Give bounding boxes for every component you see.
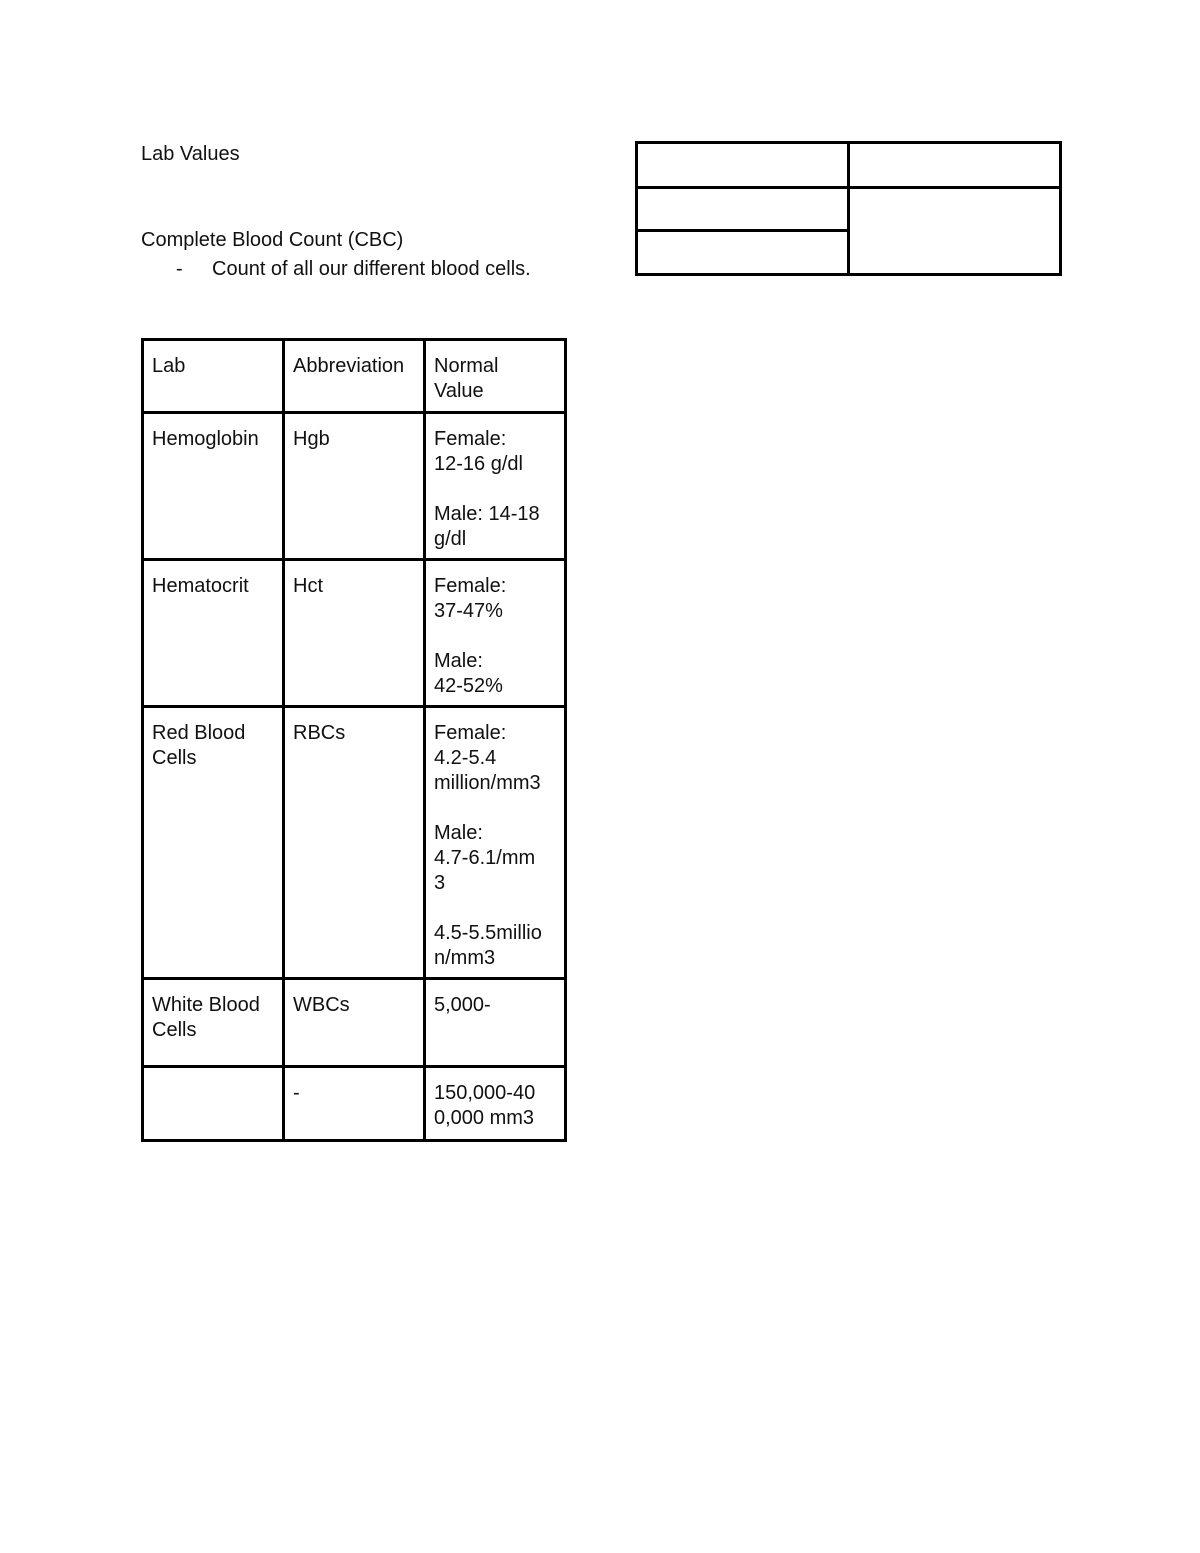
header-normal-value-line1: Normal [434,355,499,377]
abbreviation-text: Hgb [293,428,330,450]
normal-value-text: Male: [434,650,483,672]
bullet-text: Count of all our different blood cells. [212,258,531,280]
table-row [143,979,566,1067]
header-lab [143,340,284,413]
normal-value-text: Female: [434,722,507,744]
empty-table [635,141,1062,276]
section-heading: Complete Blood Count (CBC) [141,229,404,251]
lab-name-cell [143,413,284,560]
normal-value-text: 0,000 mm3 [434,1107,535,1129]
paragraph-gap [434,624,558,649]
normal-value-cell [425,707,566,979]
header-abbreviation-text: Abbreviation [293,355,405,377]
lab-name-text: Cells [152,1019,197,1041]
normal-value-cell [425,560,566,707]
normal-value-text: g/dl [434,528,467,550]
abbreviation-text: - [293,1082,300,1104]
lab-table-body [143,413,566,1141]
lab-name-cell [143,1067,284,1141]
normal-value-cell [425,1067,566,1141]
empty-table-cell [637,231,849,275]
table-header-row [143,340,566,413]
normal-value-cell [425,979,566,1067]
lab-name-text [152,1081,276,1106]
lab-name-text: Hematocrit [152,575,249,597]
abbreviation-text: WBCs [293,994,350,1016]
lab-name-cell [143,560,284,707]
lab-name-text: Hemoglobin [152,428,259,450]
normal-value-text: million/mm3 [434,772,541,794]
normal-value-text: n/mm3 [434,947,496,969]
normal-value-text: Male: 14-18 [434,503,540,525]
lab-name-text: White Blood [152,994,260,1016]
bullet-marker: - [176,258,183,280]
lab-name-cell [143,979,284,1067]
normal-value-text: 5,000- [434,994,491,1016]
normal-value-text: Female: [434,428,507,450]
document-title: Lab Values [141,143,240,165]
lab-name-text: Cells [152,747,197,769]
empty-table-cell [849,188,1061,275]
abbreviation-cell [284,413,425,560]
normal-value-text: 4.2-5.4 [434,747,497,769]
header-normal-value [425,340,566,413]
normal-value-text: 150,000-40 [434,1082,536,1104]
normal-value-text: 3 [434,872,446,894]
abbreviation-text: Hct [293,575,323,597]
empty-table-cell [637,188,849,231]
lab-values-table [141,338,567,1142]
header-normal-value-line2: Value [434,380,484,402]
table-row [143,413,566,560]
normal-value-text: Female: [434,575,507,597]
normal-value-text: 37-47% [434,600,503,622]
empty-table-cell [637,143,849,188]
table-row [143,707,566,979]
normal-value-text: 4.7-6.1/mm [434,847,536,869]
normal-value-text: 4.5-5.5millio [434,922,542,944]
header-lab-text: Lab [152,355,186,377]
normal-value-text: Male: [434,822,483,844]
abbreviation-cell [284,707,425,979]
normal-value-text: 12-16 g/dl [434,453,523,475]
table-row [143,1067,566,1141]
table-row [143,560,566,707]
normal-value-cell [425,413,566,560]
paragraph-gap [434,796,558,821]
abbreviation-cell [284,560,425,707]
normal-value-text: 42-52% [434,675,503,697]
abbreviation-text: RBCs [293,722,346,744]
abbreviation-cell [284,1067,425,1141]
paragraph-gap [434,896,558,921]
header-abbreviation [284,340,425,413]
paragraph-gap [434,477,558,502]
empty-table-cell [849,143,1061,188]
lab-name-cell [143,707,284,979]
abbreviation-cell [284,979,425,1067]
lab-name-text: Red Blood [152,722,246,744]
